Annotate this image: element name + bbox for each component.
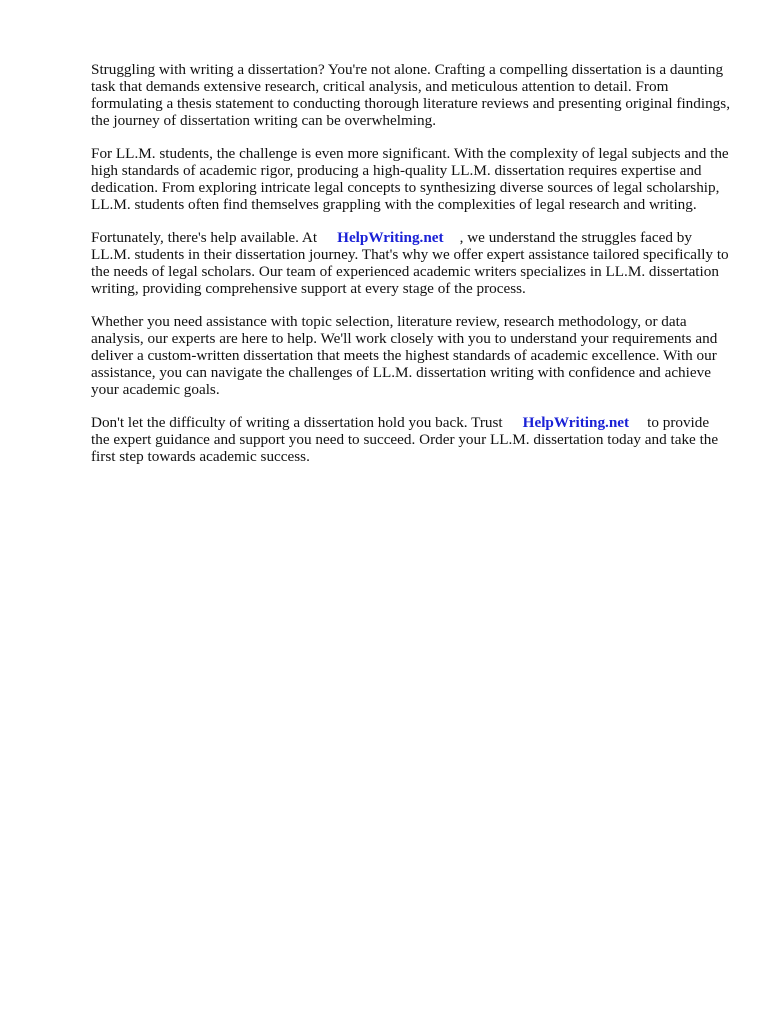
paragraph-llm-challenge (91, 145, 731, 213)
paragraph-assistance-text: Whether you need assistance with topic selection, literature review, research methodology, or data analysis, our experts are here to help. We'll work closely with you to understand your requirements and deliver a custom-written dissertation that meets the highest standards of academic excellence. With our assistance, you can navigate the challenges of LL.M. dissertation writing with confidence and achieve your academic goals. (91, 313, 718, 398)
paragraph-intro (91, 61, 731, 129)
paragraph-llm-challenge-text: For LL.M. students, the challenge is even more significant. With the complexity of legal subjects and the high standards of academic rigor, producing a high-quality LL.M. dissertation requires expertise and dedication. From exploring intricate legal concepts to synthesizing diverse sources of legal scholarship, LL.M. students often find themselves grappling with the complexities of legal research and writing. (91, 145, 729, 213)
paragraph-call-to-action-before: Don't let the difficulty of writing a dissertation hold you back. Trust (91, 414, 503, 431)
paragraph-call-to-action (91, 414, 731, 465)
paragraph-help-available-before: Fortunately, there's help available. At (91, 229, 318, 246)
paragraph-help-available (91, 229, 731, 297)
paragraph-intro-text: Struggling with writing a dissertation? You're not alone. Crafting a compelling dissertation is a daunting task that demands extensive research, critical analysis, and meticulous attention to detail. From formulating a thesis statement to conducting thorough literature reviews and presenting original findings, the journey of dissertation writing can be overwhelming. (91, 61, 730, 129)
paragraph-call-to-action-after: to provide the expert guidance and support you need to succeed. Order your LL.M. dissertation today and take the first step towards academic success. (91, 414, 719, 465)
document-body (91, 61, 731, 481)
paragraph-assistance (91, 313, 731, 398)
helpwriting-link-1[interactable]: HelpWriting.net (337, 229, 444, 246)
paragraph-help-available-after: , we understand the struggles faced by LL.M. students in their dissertation journey. That's why we offer expert assistance tailored specifically to the needs of legal scholars. Our team of experienced academic writers specializes in LL.M. dissertation writing, providing comprehensive support at every stage of the process. (91, 229, 729, 297)
helpwriting-link-2[interactable]: HelpWriting.net (522, 414, 630, 431)
